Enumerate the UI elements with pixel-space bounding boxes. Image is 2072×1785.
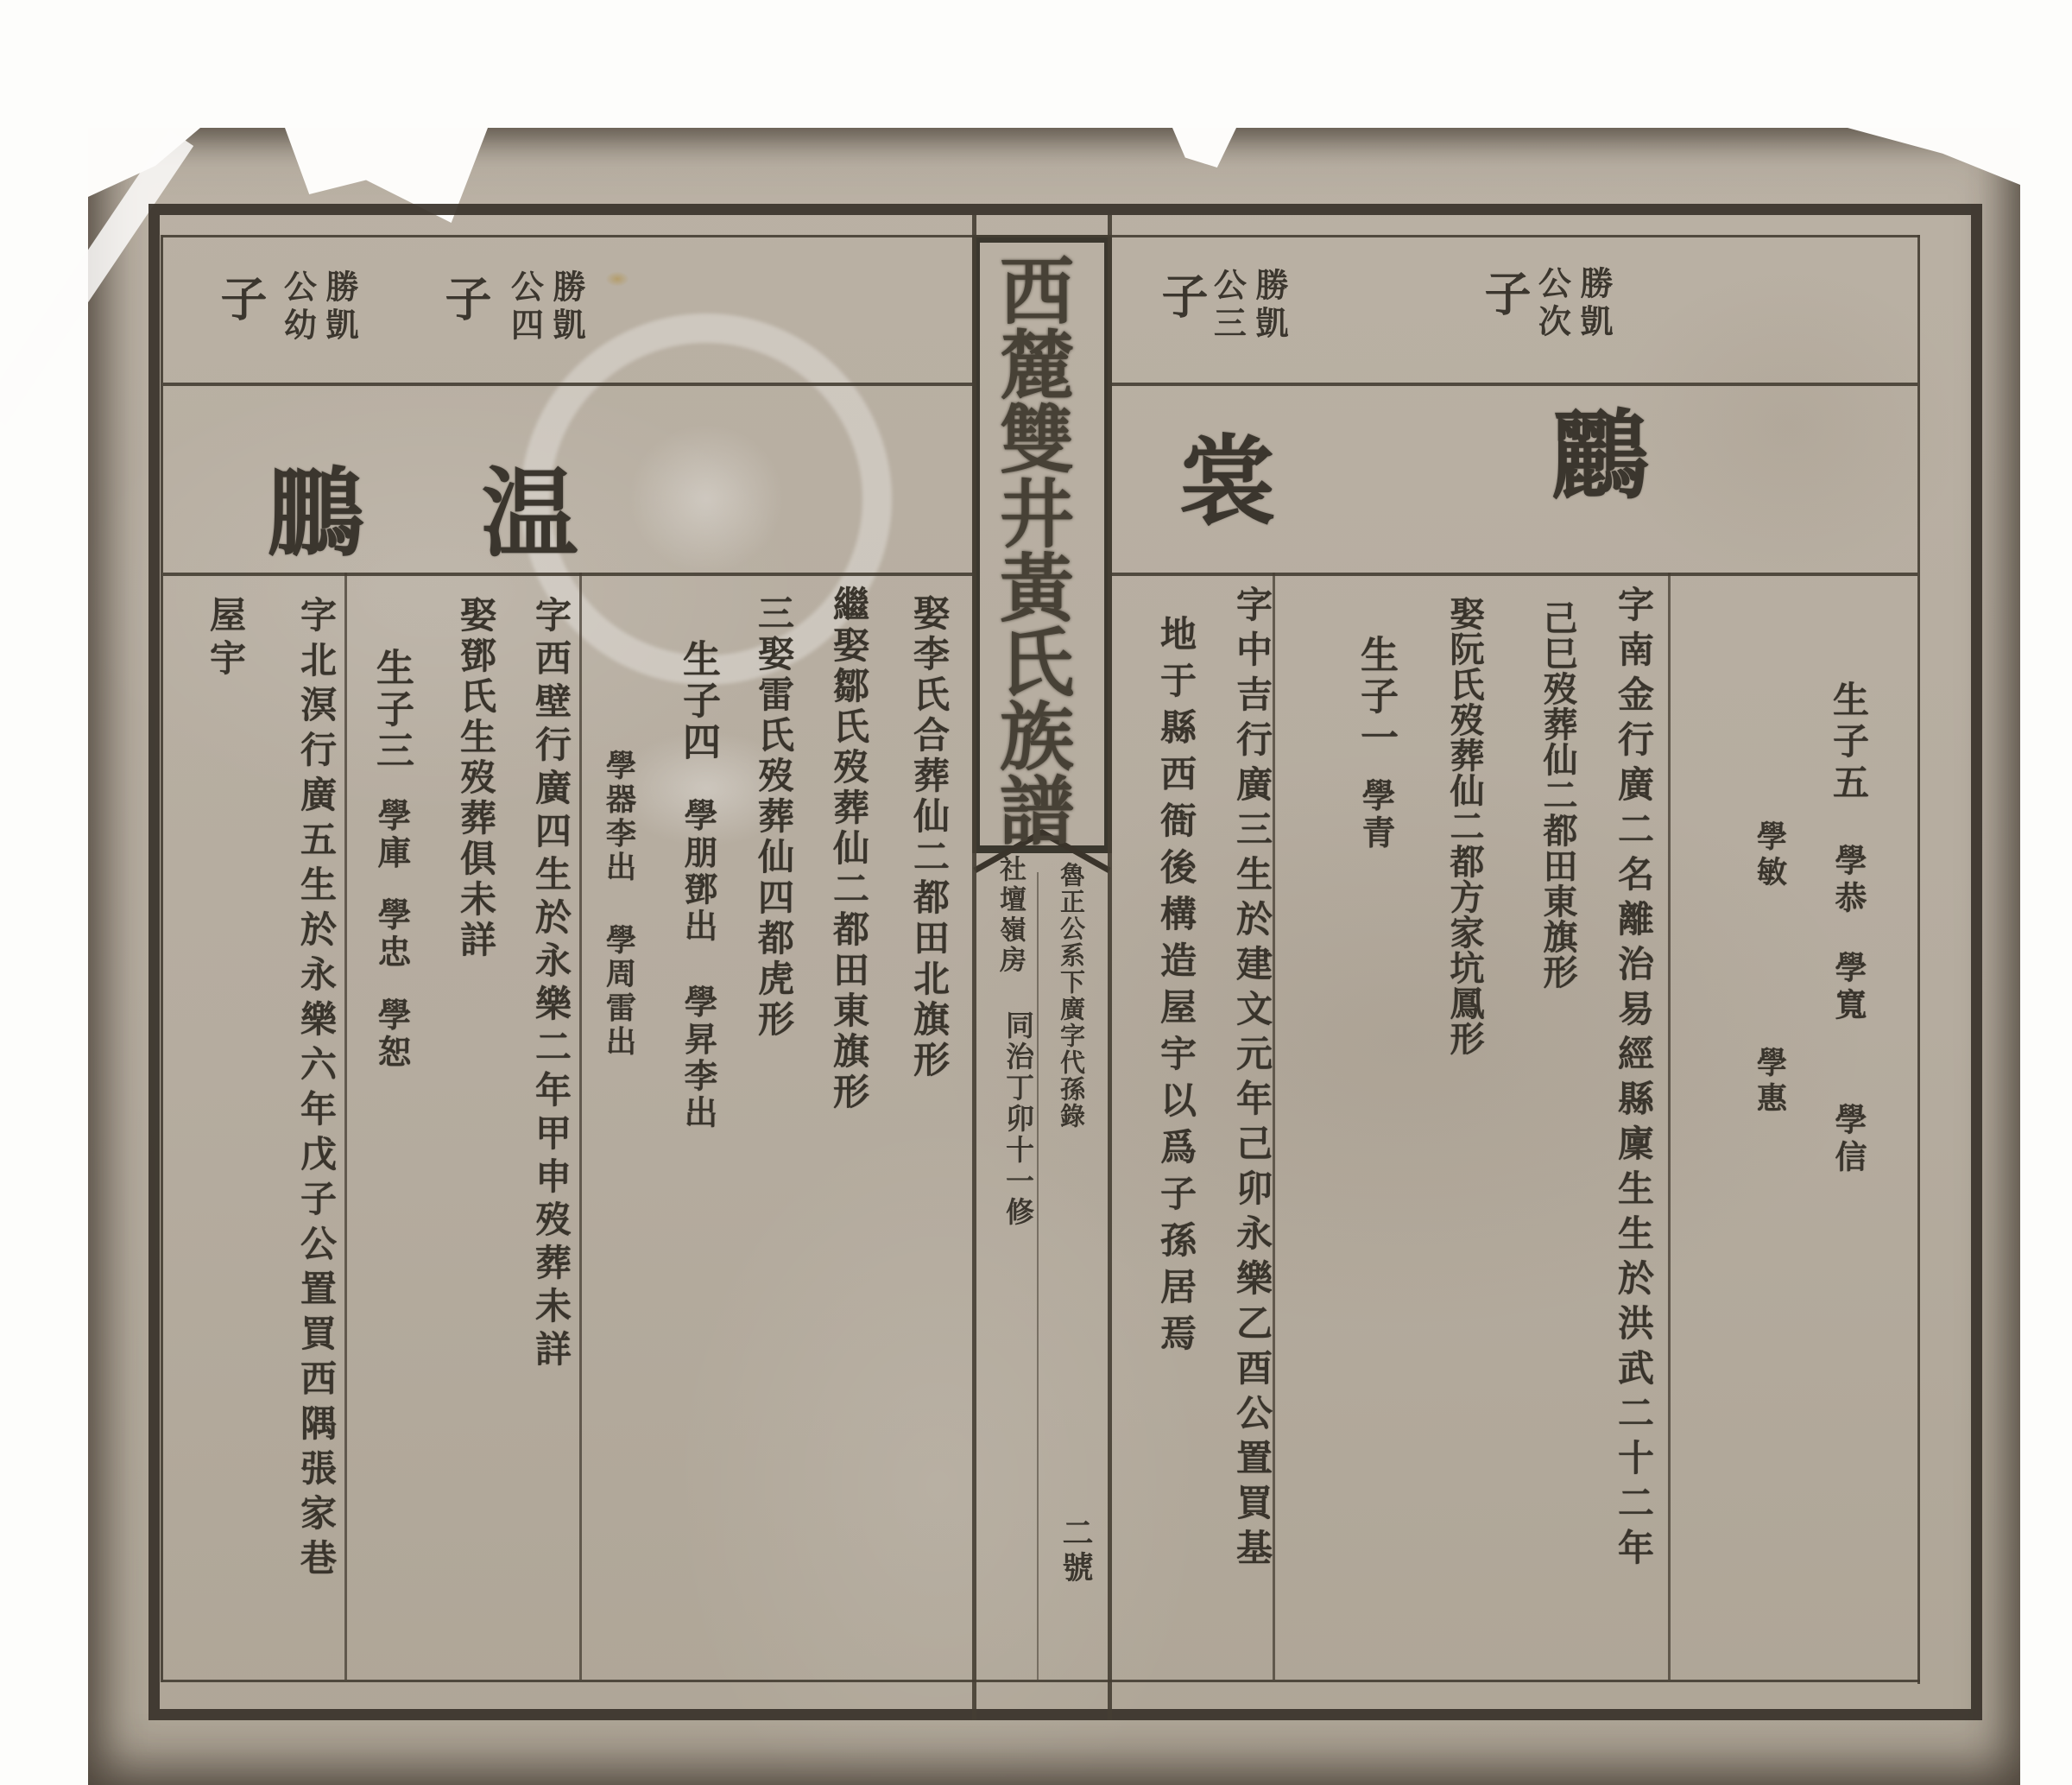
branch-hall-label: 社壇嶺房 [995,855,1026,976]
text-segment: 字北溟行廣五生於永樂六年戊子公置買西隅張家巷 [295,596,338,1584]
edition-note: 同治丁卯十一修 [1001,1010,1035,1228]
genealogy-column-l2c3 [363,648,419,1071]
parent-label-h-san: 勝凱公三 [1208,268,1289,344]
printed-rule [1111,383,1917,386]
text-segment: 娶李氏合葬仙二都田北旗形 [908,594,951,1081]
genealogy-column-r2c3 [1440,596,1489,1056]
genealogy-column-r2c1 [1608,586,1659,1573]
text-segment: 學朋鄧出 [679,798,717,946]
printed-rule [1037,872,1039,1680]
person-name-big-peng: 鵬 [251,462,364,559]
genealogy-column-r1c2 [1747,820,1791,1118]
text-segment: 娶鄧氏生歿葬俱未詳 [455,596,497,961]
parent-label-h-ci: 勝凱公次 [1532,266,1614,342]
text-segment: 屋宇 [205,596,247,682]
text-segment: 生子四 [676,639,720,763]
lineage-note: 魯正公系下廣字代孫錄 [1057,862,1086,1130]
text-segment: 學恭 [1829,844,1867,918]
text-segment: 字中吉行廣三生於建文元年己卯永樂乙酉公置買基 [1231,586,1273,1573]
text-segment: 繼娶鄒氏歿葬仙二都田東旗形 [828,586,870,1113]
printed-rule [579,573,582,1680]
parent-label-h-si: 勝凱公四 [505,269,586,345]
person-name-big-li: 鸝 [1536,404,1649,501]
genealogy-column-l1c1 [903,594,955,1081]
printed-rule [161,235,163,1682]
text-segment: 字西壁行廣四生於永樂二年甲申歿葬未詳 [530,596,572,1373]
text-segment: 學寬 [1829,950,1867,1025]
text-segment: 學忠 [372,897,411,972]
text-segment: 學恕 [372,997,411,1072]
genealogy-column-l1c2 [823,586,875,1113]
text-segment: 地于縣西衙後構造屋宇以爲子孫居焉 [1155,615,1197,1361]
genealogy-column-r3c1 [1226,586,1278,1573]
printed-rule [162,1680,1920,1682]
printed-rule [162,235,1920,237]
text-segment: 學器李出 [601,750,636,885]
genealogy-column-l1c3 [748,594,799,1041]
book-title: 西麓雙井黃氏族譜 [987,252,1074,846]
text-segment: 學敏 [1752,820,1787,892]
text-segment: 生子五 [1828,680,1870,805]
text-segment: 學惠 [1752,1047,1787,1118]
sheet-number: 二號 [1058,1516,1094,1586]
printed-rule [1111,573,1917,576]
genealogy-column-r1c1 [1822,680,1874,1177]
genealogy-column-l2c1 [525,596,577,1373]
genealogy-column-l1c4 [670,639,725,1132]
person-name-big-wen: 温 [465,462,578,559]
printed-rule [972,215,976,1720]
text-segment: 生子一 [1354,635,1398,759]
genealogy-column-l2c2 [450,596,502,961]
printed-rule [1917,235,1920,1684]
text-segment: 字南金行廣二名離治易經縣廩生生於洪武二十二年 [1613,586,1655,1573]
genealogy-column-l3c1 [290,596,342,1584]
printed-rule [1108,215,1112,1720]
son-label-h-si: 子 [438,275,493,321]
genealogy-column-r3c2 [1150,615,1202,1361]
son-label-h-you: 子 [213,275,268,321]
genealogy-column-r2c2 [1533,600,1582,990]
person-name-big-shang: 裳 [1163,430,1276,527]
genealogy-column-l1c5 [597,750,641,1060]
printed-rule [344,573,347,1680]
son-label-h-ci: 子 [1477,269,1532,316]
printed-rule [163,383,974,386]
parent-label-h-you: 勝凱公幼 [278,269,359,345]
text-segment: 學昇李出 [679,984,717,1132]
genealogy-column-l3c2 [199,596,251,682]
genealogy-column-r2c4 [1348,635,1403,851]
printed-rule [1668,573,1671,1680]
text-segment: 學周雷出 [601,923,636,1060]
text-segment: 三娶雷氏歿葬仙四都虎形 [753,594,795,1041]
text-segment: 娶阮氏歿葬仙二都方家坑鳳形 [1444,596,1485,1056]
text-segment: 學信 [1829,1102,1867,1177]
text-segment: 學青 [1356,778,1395,852]
son-label-h-san: 子 [1154,272,1210,319]
text-segment: 生子三 [370,648,414,772]
text-segment: 己巳歿葬仙二都田東旗形 [1538,600,1578,990]
printed-rule [163,573,974,576]
text-segment: 學庫 [372,798,411,872]
